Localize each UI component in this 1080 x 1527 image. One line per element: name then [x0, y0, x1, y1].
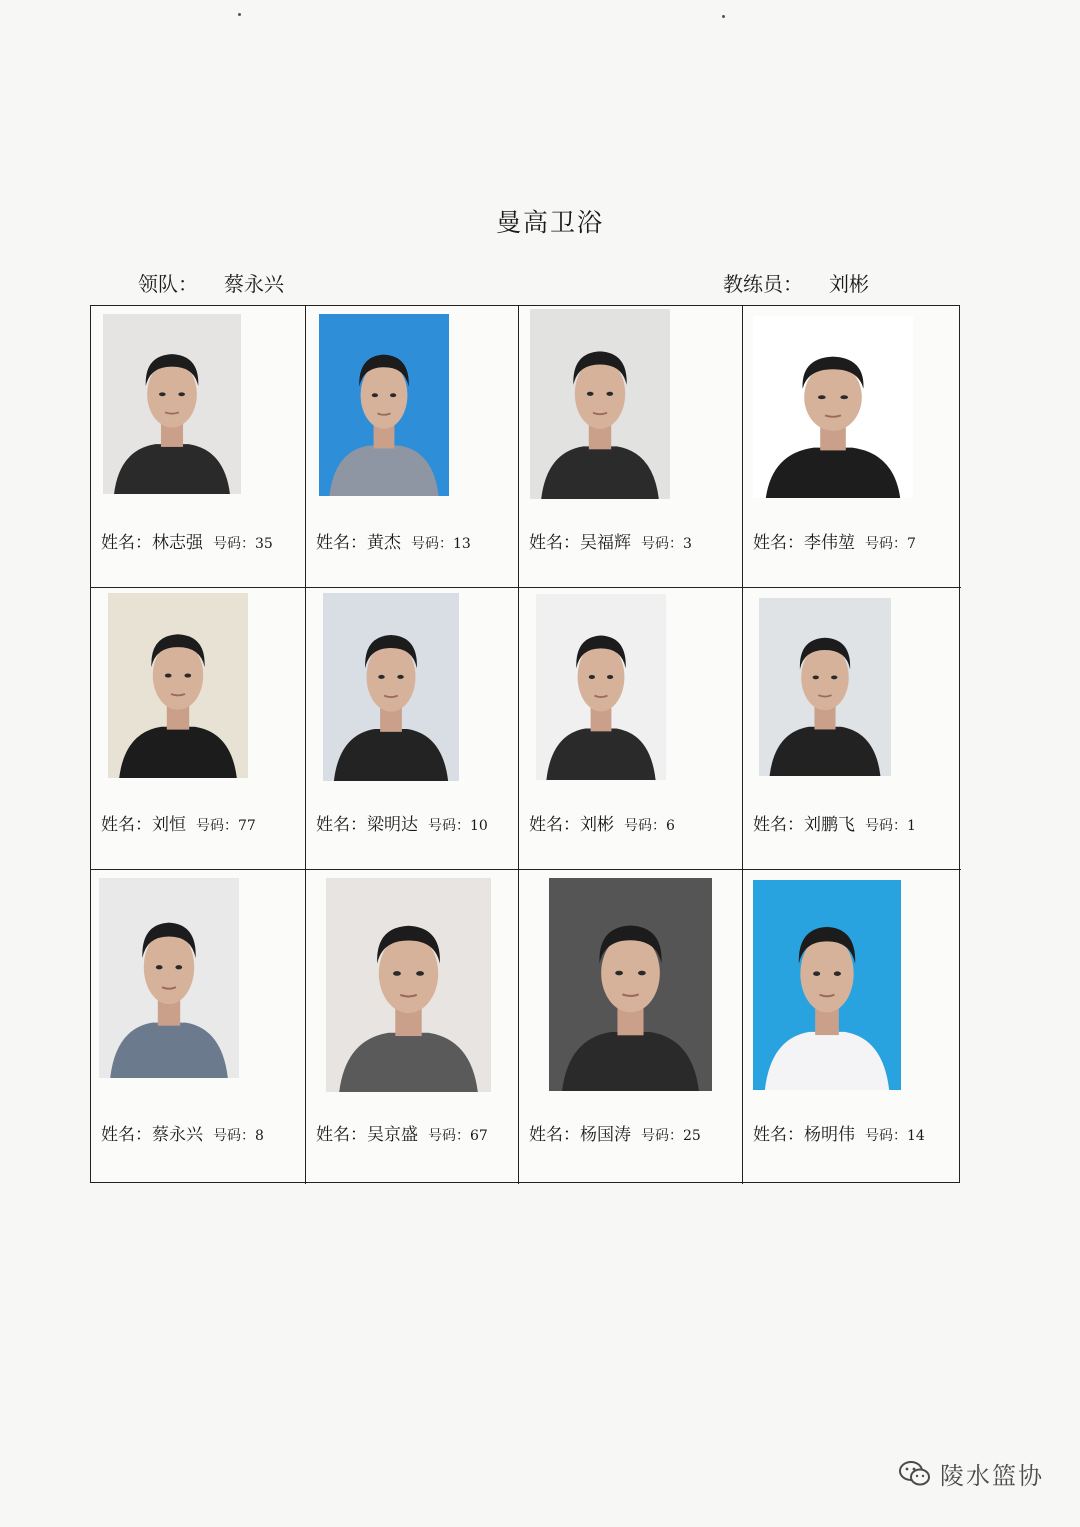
player-number: 13 [453, 536, 471, 552]
player-number: 10 [470, 818, 488, 834]
player-card [91, 588, 306, 870]
player-card [743, 870, 961, 1184]
player-caption [316, 528, 471, 553]
name-label: 姓名： [529, 1125, 580, 1145]
number-label: 号码： [213, 1128, 255, 1144]
player-caption [101, 1120, 264, 1145]
number-label: 号码： [213, 536, 255, 552]
player-photo [326, 878, 491, 1092]
player-photo [323, 593, 459, 781]
player-number: 1 [907, 818, 916, 834]
player-caption [753, 810, 916, 835]
player-card [519, 870, 743, 1184]
player-caption [529, 528, 692, 553]
team-coach [723, 268, 869, 297]
player-card [91, 870, 306, 1184]
player-photo [753, 880, 901, 1090]
player-photo [530, 309, 670, 499]
number-label: 号码： [411, 536, 453, 552]
player-photo [319, 314, 449, 496]
number-label: 号码： [865, 1128, 907, 1144]
player-name: 刘彬 [580, 815, 614, 835]
player-card [306, 588, 519, 870]
name-label: 姓名： [316, 1125, 367, 1145]
player-card [519, 588, 743, 870]
player-number: 3 [683, 536, 692, 552]
number-label: 号码： [865, 818, 907, 834]
player-name: 杨国涛 [580, 1125, 631, 1145]
player-card [306, 306, 519, 588]
player-caption [753, 528, 916, 553]
team-title: 曼高卫浴 [495, 208, 604, 237]
player-photo [108, 593, 248, 778]
player-caption [101, 810, 256, 835]
player-photo [759, 598, 891, 776]
player-photo [99, 878, 239, 1078]
number-label: 号码： [624, 818, 666, 834]
player-number: 8 [255, 1128, 264, 1144]
team-leader [138, 268, 284, 297]
player-name: 林志强 [152, 533, 203, 553]
wechat-icon [898, 1460, 932, 1488]
name-label: 姓名： [753, 533, 804, 553]
player-number: 77 [238, 818, 256, 834]
player-name: 黄杰 [367, 533, 401, 553]
player-caption [316, 810, 488, 835]
account-watermark [898, 1456, 1044, 1491]
player-card [743, 588, 961, 870]
coach-name: 刘彬 [829, 272, 869, 296]
player-name: 吴福辉 [580, 533, 631, 553]
player-photo [536, 594, 666, 780]
player-card [519, 306, 743, 588]
name-label: 姓名： [529, 533, 580, 553]
scan-dot [238, 13, 241, 16]
player-name: 李伟堃 [804, 533, 855, 553]
player-name: 刘鹏飞 [804, 815, 855, 835]
player-number: 67 [470, 1128, 488, 1144]
player-caption [529, 810, 675, 835]
number-label: 号码： [641, 1128, 683, 1144]
player-card [743, 306, 961, 588]
player-photo [549, 878, 712, 1091]
number-label: 号码： [865, 536, 907, 552]
coach-label: 教练员： [723, 272, 803, 296]
player-number: 7 [907, 536, 916, 552]
watermark-text: 陵水篮协 [940, 1462, 1044, 1490]
player-photo [753, 316, 913, 498]
name-label: 姓名： [316, 533, 367, 553]
player-name: 吴京盛 [367, 1125, 418, 1145]
player-card [306, 870, 519, 1184]
player-photo [103, 314, 241, 494]
player-name: 蔡永兴 [152, 1125, 203, 1145]
player-caption [753, 1120, 925, 1145]
player-caption [101, 528, 273, 553]
player-number: 35 [255, 536, 273, 552]
player-caption [316, 1120, 488, 1145]
number-label: 号码： [428, 818, 470, 834]
number-label: 号码： [196, 818, 238, 834]
player-number: 25 [683, 1128, 701, 1144]
name-label: 姓名： [101, 1125, 152, 1145]
player-card [91, 306, 306, 588]
name-label: 姓名： [101, 533, 152, 553]
player-number: 14 [907, 1128, 925, 1144]
player-name: 杨明伟 [804, 1125, 855, 1145]
player-caption [529, 1120, 701, 1145]
player-name: 刘恒 [152, 815, 186, 835]
player-roster-table [90, 305, 960, 1183]
name-label: 姓名： [316, 815, 367, 835]
number-label: 号码： [641, 536, 683, 552]
player-number: 6 [666, 818, 675, 834]
leader-name: 蔡永兴 [224, 272, 284, 296]
name-label: 姓名： [753, 1125, 804, 1145]
leader-label: 领队： [138, 272, 198, 296]
name-label: 姓名： [529, 815, 580, 835]
scan-dot [722, 15, 725, 18]
player-name: 梁明达 [367, 815, 418, 835]
name-label: 姓名： [753, 815, 804, 835]
name-label: 姓名： [101, 815, 152, 835]
number-label: 号码： [428, 1128, 470, 1144]
